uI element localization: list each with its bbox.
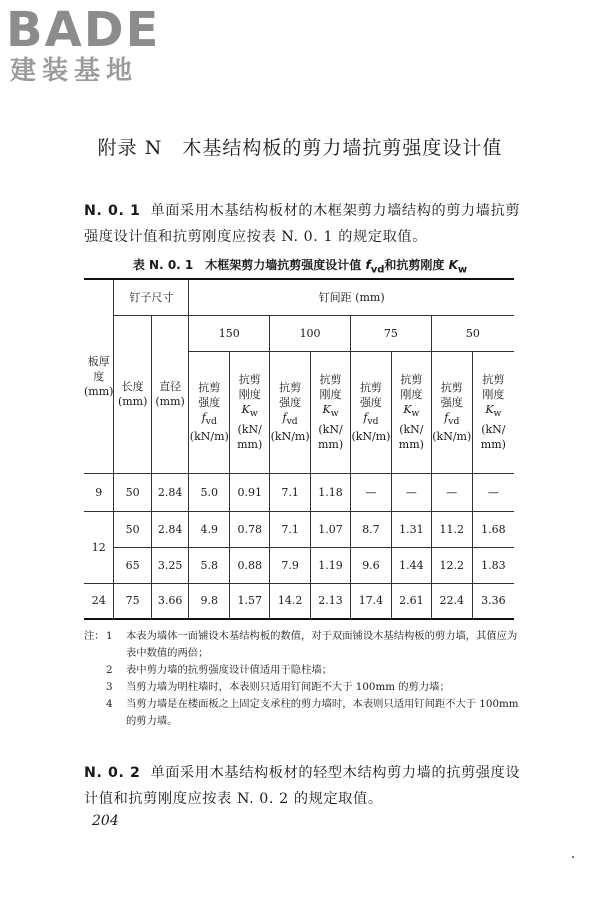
cell-stiffness: 1.83 xyxy=(472,547,514,583)
section-number: N. 0. 2 xyxy=(84,765,141,781)
cell-strength: 12.2 xyxy=(431,547,472,583)
cell-length: 65 xyxy=(114,547,151,583)
cell-length: 50 xyxy=(114,511,151,547)
cell-strength: 11.2 xyxy=(431,511,472,547)
note-item: 3 当剪力墙为明柱墙时，本表则只适用钉间距不大于 100mm 的剪力墙； xyxy=(106,681,450,693)
cell-length: 75 xyxy=(114,583,151,619)
cell-stiffness: 1.68 xyxy=(472,511,514,547)
cell-stiffness: 1.07 xyxy=(311,511,351,547)
caption-prefix: 表 N. 0. 1 木框架剪力墙抗剪强度设计值 xyxy=(132,258,366,272)
cell-diameter: 2.84 xyxy=(151,511,188,547)
header-nail-size: 钉子尺寸 xyxy=(114,279,189,315)
header-shear-strength: 抗剪 强度 $f_{vd}$ (kN/m) xyxy=(270,351,311,473)
logo xyxy=(6,4,160,86)
cell-strength: — xyxy=(431,473,472,511)
table-notes xyxy=(84,628,524,730)
note-item: 4 当剪力墙是在楼面板之上固定支承柱的剪力墙时，本表则只适用钉间距不大于 100mm 的剪力墙。 xyxy=(106,698,519,727)
cell-diameter: 3.66 xyxy=(151,583,188,619)
cell-stiffness: 2.13 xyxy=(311,583,351,619)
appendix-title: 附录 N 木基结构板的剪力墙抗剪强度设计值 xyxy=(97,137,503,159)
section-text: 单面采用木基结构板材的轻型木结构剪力墙的抗剪强度设计值和抗剪刚度应按表 N. 0. 2 的规定取值。 xyxy=(84,765,521,807)
header-shear-stiffness: 抗剪 刚度 $K_w$ (kN/ mm) xyxy=(472,351,514,473)
cell-stiffness: 0.78 xyxy=(230,511,270,547)
header-spacing-75: 75 xyxy=(350,315,431,351)
header-diameter: 直径 (mm) xyxy=(151,315,188,473)
cell-strength: 4.9 xyxy=(189,511,230,547)
cell-diameter: 3.25 xyxy=(151,547,188,583)
table-row xyxy=(84,583,514,619)
cell-stiffness: 0.88 xyxy=(230,547,270,583)
cell-strength: 5.0 xyxy=(189,473,230,511)
caption-k-sub: w xyxy=(457,264,468,276)
header-spacing-100: 100 xyxy=(270,315,351,351)
cell-strength: 7.1 xyxy=(270,511,311,547)
cell-thickness: 24 xyxy=(84,583,114,619)
note-item: 注： 1 本表为墙体一面铺设木基结构板的数值，对于双面铺设木基结构板的剪力墙，其值应为表中数值的两倍； xyxy=(84,630,518,659)
cell-thickness: 9 xyxy=(84,473,114,511)
cell-stiffness: 1.44 xyxy=(391,547,431,583)
cell-strength: 17.4 xyxy=(350,583,391,619)
cell-strength: 14.2 xyxy=(270,583,311,619)
section-n02 xyxy=(84,760,524,812)
cell-strength: 8.7 xyxy=(350,511,391,547)
caption-k: K xyxy=(448,258,458,272)
table-row xyxy=(84,511,514,547)
scan-dot xyxy=(572,856,574,858)
note-item: 2 表中剪力墙的抗剪强度设计值适用于隐柱墙； xyxy=(106,664,332,676)
table-caption xyxy=(80,256,520,275)
cell-strength: 7.9 xyxy=(270,547,311,583)
cell-stiffness: 2.61 xyxy=(391,583,431,619)
table-row xyxy=(84,547,514,583)
cell-strength: 22.4 xyxy=(431,583,472,619)
table-row xyxy=(84,473,514,511)
page-number: 204 xyxy=(92,813,119,829)
header-thickness: 板厚 度 (mm) xyxy=(84,279,114,473)
header-spacing-150: 150 xyxy=(189,315,270,351)
cell-strength: 7.1 xyxy=(270,473,311,511)
cell-stiffness: 1.57 xyxy=(230,583,270,619)
cell-strength: 9.8 xyxy=(189,583,230,619)
cell-thickness: 12 xyxy=(84,511,114,583)
cell-stiffness: — xyxy=(391,473,431,511)
header-shear-strength: 抗剪 强度 $f_{vd}$ (kN/m) xyxy=(431,351,472,473)
header-shear-stiffness: 抗剪 刚度 $K_w$ (kN/ mm) xyxy=(391,351,431,473)
section-n01 xyxy=(84,198,524,250)
shear-wall-table xyxy=(84,278,514,620)
cell-strength: 5.8 xyxy=(189,547,230,583)
cell-stiffness: 1.31 xyxy=(391,511,431,547)
section-text: 单面采用木基结构板材的木框架剪力墙结构的剪力墙抗剪强度设计值和抗剪刚度应按表 N. 0. 1 的规定取值。 xyxy=(84,203,521,245)
cell-length: 50 xyxy=(114,473,151,511)
cell-strength: — xyxy=(350,473,391,511)
header-shear-strength: 抗剪 强度 $f_{vd}$ (kN/m) xyxy=(189,351,230,473)
header-shear-strength: 抗剪 强度 $f_{vd}$ (kN/m) xyxy=(350,351,391,473)
header-shear-stiffness: 抗剪 刚度 $K_w$ (kN/ mm) xyxy=(311,351,351,473)
logo-subtitle: 建装基地 xyxy=(10,56,139,86)
header-spacing-50: 50 xyxy=(431,315,514,351)
cell-diameter: 2.84 xyxy=(151,473,188,511)
cell-stiffness: 3.36 xyxy=(472,583,514,619)
header-nail-spacing: 钉间距 (mm) xyxy=(189,279,514,315)
cell-stiffness: 1.18 xyxy=(311,473,351,511)
cell-stiffness: 0.91 xyxy=(230,473,270,511)
section-number: N. 0. 1 xyxy=(84,203,141,219)
logo-wordmark: BADE xyxy=(6,2,161,58)
header-length: 长度 (mm) xyxy=(114,315,151,473)
caption-mid: 和抗剪刚度 xyxy=(384,258,449,272)
cell-stiffness: — xyxy=(472,473,514,511)
caption-f: f xyxy=(365,258,371,272)
cell-strength: 9.6 xyxy=(350,547,391,583)
cell-stiffness: 1.19 xyxy=(311,547,351,583)
header-shear-stiffness: 抗剪 刚度 $K_w$ (kN/ mm) xyxy=(230,351,270,473)
caption-f-sub: vd xyxy=(370,264,385,276)
